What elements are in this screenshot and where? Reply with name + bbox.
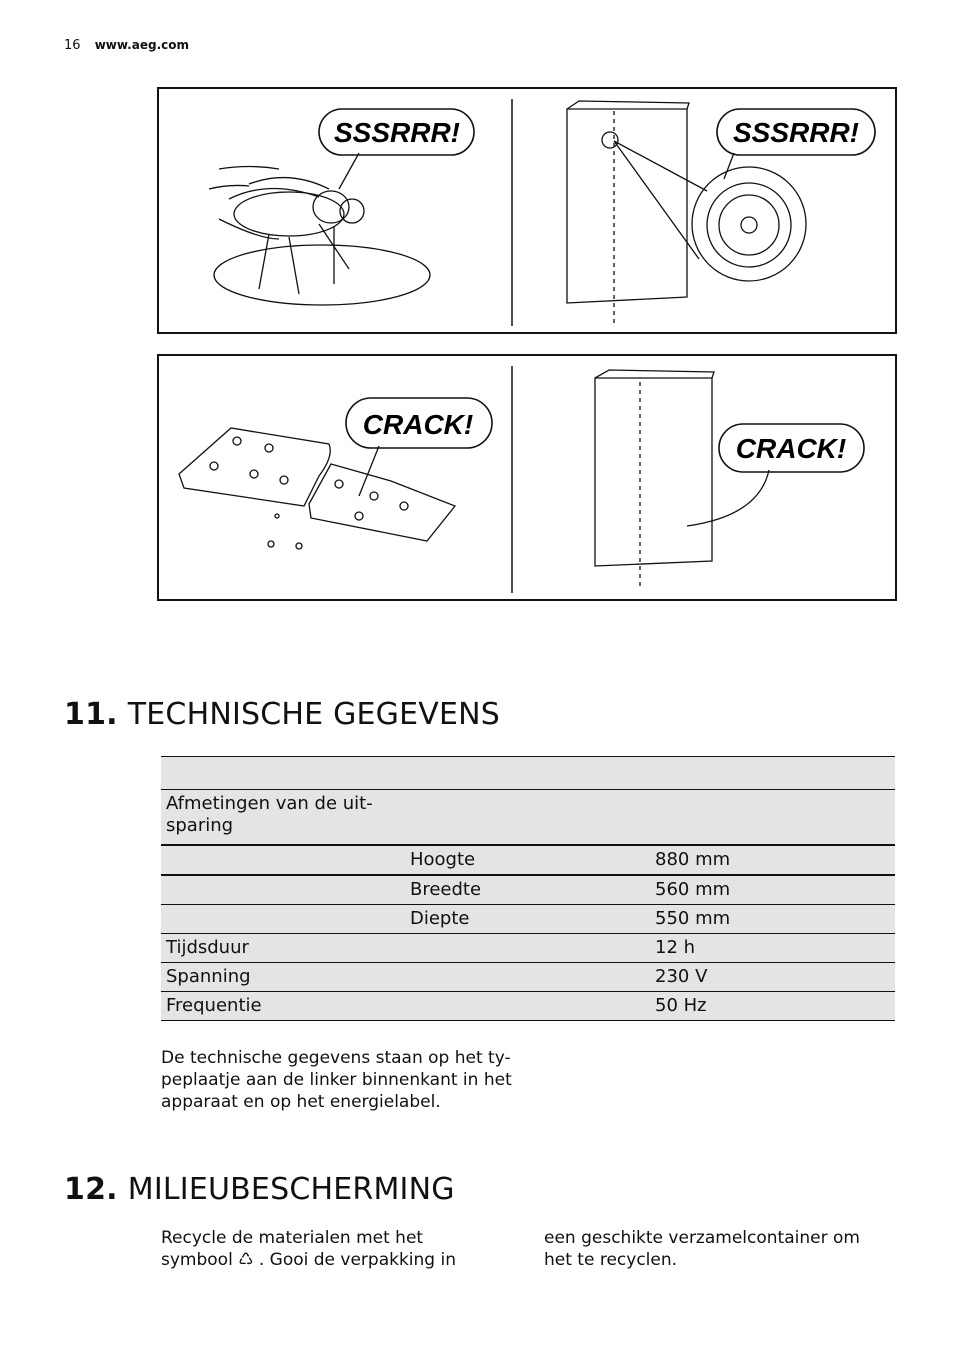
fridge-illustration-2	[595, 370, 714, 588]
table-cell: 12 h	[650, 933, 895, 962]
table-cell	[161, 875, 405, 905]
noise-illustration-panel-top	[157, 87, 897, 334]
table-cell: Frequentie	[161, 991, 405, 1020]
table-row	[161, 962, 895, 991]
bubble-text-right-top: SSSRRR!	[732, 117, 860, 148]
spec-table	[161, 756, 895, 1021]
env-text-col1: Recycle de materialen met het symbool ♺ . Gooi de verpakking in	[161, 1228, 457, 1270]
table-row	[161, 933, 895, 962]
bubble-text-left-top: SSSRRR!	[333, 117, 461, 148]
fly-illustration	[209, 167, 430, 306]
section-title: MILIEUBESCHERMING	[127, 1172, 455, 1207]
table-row	[161, 904, 895, 933]
table-cell	[405, 962, 650, 991]
table-cell: Breedte	[405, 875, 650, 905]
table-row	[161, 845, 895, 875]
table-cell: 50 Hz	[650, 991, 895, 1020]
table-cell: 880 mm	[650, 845, 895, 875]
fridge-illustration	[567, 101, 689, 325]
env-text-col2: een geschikte verzamelcontainer om het te recyclen.	[544, 1228, 860, 1270]
table-row	[161, 991, 895, 1020]
table-cell: Tijdsduur	[161, 933, 405, 962]
section-12-heading	[64, 1172, 455, 1207]
table-row	[161, 790, 895, 845]
page-header	[64, 38, 189, 53]
table-row	[161, 875, 895, 905]
table-cell: Spanning	[161, 962, 405, 991]
section-11-heading	[64, 697, 500, 732]
table-cell	[405, 933, 650, 962]
table-cell: Diepte	[405, 904, 650, 933]
spec-note: De technische gegevens staan op het ty- peplaatje aan de linker binnenkant in het apparaat en op het energielabel.	[161, 1048, 512, 1112]
table-cell	[405, 790, 650, 845]
section-number: 12.	[64, 1172, 118, 1207]
bubble-text-right-bottom: CRACK!	[735, 433, 847, 464]
table-header-row	[161, 757, 895, 790]
table-cell	[161, 904, 405, 933]
page-number: 16	[64, 38, 81, 53]
table-cell: Hoogte	[405, 845, 650, 875]
table-cell	[405, 991, 650, 1020]
section-number: 11.	[64, 697, 118, 732]
table-cell	[161, 845, 405, 875]
bubble-text-left-bottom: CRACK!	[362, 409, 474, 440]
fan-illustration	[614, 141, 806, 281]
crack-illustration	[159, 356, 899, 603]
header-url[interactable]: www.aeg.com	[94, 38, 189, 52]
table-cell: Afmetingen van de uit-sparing	[161, 790, 405, 845]
section-title: TECHNISCHE GEGEVENS	[127, 697, 501, 732]
table-cell: 550 mm	[650, 904, 895, 933]
table-cell	[650, 790, 895, 845]
sssrrr-illustration	[159, 89, 899, 336]
table-cell: 230 V	[650, 962, 895, 991]
noise-illustration-panel-bottom	[157, 354, 897, 601]
table-cell: 560 mm	[650, 875, 895, 905]
